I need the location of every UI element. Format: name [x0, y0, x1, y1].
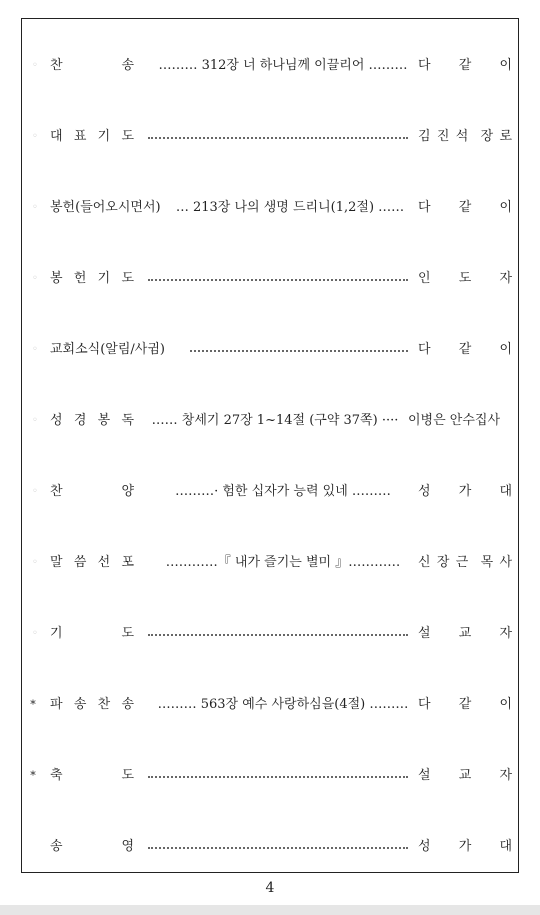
leader-dots [148, 279, 408, 281]
order-row-offering [22, 197, 520, 219]
bullet-marker: ◦ [32, 486, 38, 497]
order-row-benediction [22, 765, 520, 787]
order-detail: ………· 험한 십자가 능력 있네 ……… [175, 484, 391, 499]
order-title: 대 표 기 도 [50, 129, 134, 144]
order-row-announcements [22, 339, 520, 361]
bullet-marker: ◦ [32, 628, 38, 639]
order-row-closing-prayer [22, 623, 520, 645]
bulletin-frame [21, 18, 519, 873]
order-leader: 이병은 안수집사 [408, 413, 501, 428]
bullet-marker: ◦ [32, 344, 38, 355]
bullet-marker: ◦ [32, 415, 38, 426]
order-leader: 인 도 자 [418, 271, 512, 286]
order-detail: ……… 312장 너 하나님께 이끌리어 ……… [158, 58, 408, 73]
order-row-sermon [22, 552, 520, 574]
leader-dots [148, 776, 408, 778]
order-leader: 성 가 대 [418, 839, 512, 854]
leader-dots [190, 350, 408, 352]
bullet-marker: ◦ [32, 273, 38, 284]
order-detail: ……… 563장 예수 사랑하심을(4절) ……… [157, 697, 409, 712]
order-title: 찬 송 [50, 58, 134, 73]
standing-marker: * [30, 698, 36, 711]
order-row-scripture [22, 410, 520, 432]
order-leader: 성 가 대 [418, 484, 512, 499]
leader-dots [148, 847, 408, 849]
order-detail: …………『 내가 즐기는 별미 』………… [165, 555, 401, 570]
order-leader: 다 같 이 [418, 200, 512, 215]
order-leader: 김 진 석 장 로 [418, 129, 512, 144]
order-leader: 다 같 이 [418, 342, 512, 357]
bullet-marker: ◦ [32, 557, 38, 568]
order-title: 성 경 봉 독 [50, 413, 134, 428]
order-row-prayer [22, 126, 520, 148]
viewer-bottom-bar [0, 905, 540, 915]
bullet-marker: ◦ [32, 131, 38, 142]
order-detail: …… 창세기 27장 1~14절 (구약 37쪽) ···· [151, 413, 399, 428]
bullet-marker: ◦ [32, 60, 38, 71]
order-leader: 신 장 근 목 사 [418, 555, 512, 570]
order-leader: 설 교 자 [418, 626, 512, 641]
order-row-hymn [22, 55, 520, 77]
order-row-offering-prayer [22, 268, 520, 290]
order-leader: 설 교 자 [418, 768, 512, 783]
order-row-sending-hymn [22, 694, 520, 716]
bullet-marker: ◦ [32, 202, 38, 213]
order-title: 봉 헌 기 도 [50, 271, 134, 286]
page-number: 4 [265, 880, 275, 896]
order-leader: 다 같 이 [418, 58, 512, 73]
order-title: 축 도 [50, 768, 134, 783]
order-title: 기 도 [50, 626, 134, 641]
order-title: 찬 양 [50, 484, 134, 499]
order-leader: 다 같 이 [418, 697, 512, 712]
leader-dots [148, 137, 408, 139]
standing-marker: * [30, 769, 36, 782]
order-row-choir [22, 481, 520, 503]
order-detail: … 213장 나의 생명 드리니(1,2절) …… [175, 200, 405, 215]
order-title: 교회소식(알림/사귐) [50, 342, 165, 357]
order-title: 파 송 찬 송 [50, 697, 134, 712]
leader-dots [148, 634, 408, 636]
order-row-doxology [22, 836, 520, 858]
order-title: 송 영 [50, 839, 134, 854]
order-title: 봉헌(들어오시면서) [50, 200, 161, 215]
order-title: 말 씀 선 포 [50, 555, 134, 570]
